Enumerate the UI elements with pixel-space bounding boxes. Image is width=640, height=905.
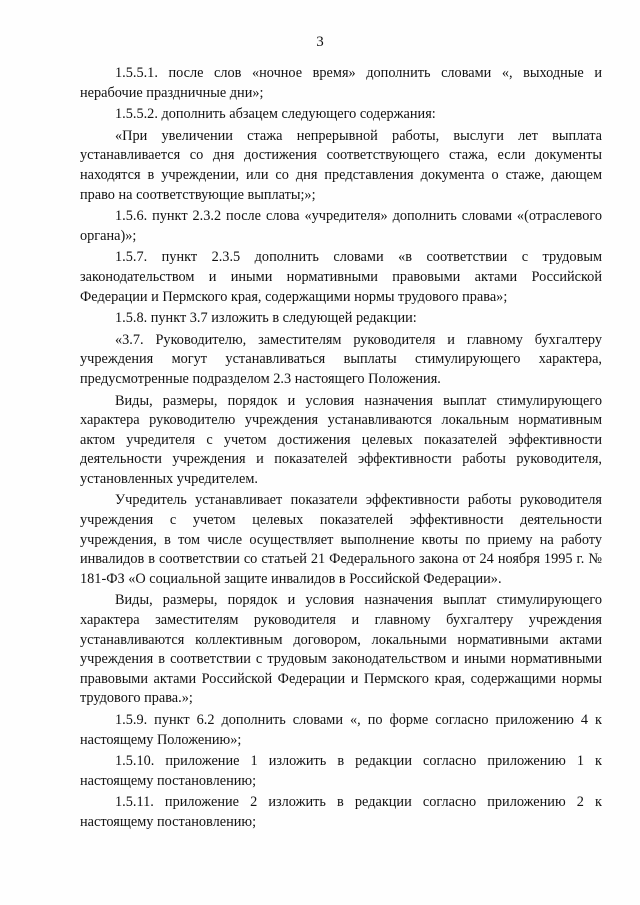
paragraph-1-5-11: 1.5.11. приложение 2 изложить в редакции согласно приложению 2 к настоящему постановлению; (80, 794, 602, 830)
paragraph-1-5-9: 1.5.9. пункт 6.2 дополнить словами «, по форме согласно приложению 4 к настоящему Положению»; (80, 712, 602, 748)
document-body (80, 64, 602, 835)
page-number: 3 (316, 34, 324, 50)
paragraph-3-7: «3.7. Руководителю, заместителям руководителя и главному бухгалтеру учреждения могут устанавливаться выплаты стимулирующего характера, предусмотренные подразделом 2.3 настоящего Положения. (80, 331, 602, 387)
paragraph-1-5-5-1: 1.5.5.1. после слов «ночное время» дополнить словами «, выходные и нерабочие праздничные дни»; (80, 65, 602, 101)
paragraph-1-5-7: 1.5.7. пункт 2.3.5 дополнить словами «в соответствии с трудовым законодательством и иными нормативными правовыми актами Российской Федерации и Пермского края, содержащими нормы трудового права»; (80, 249, 602, 305)
paragraph-vidy-zamestiteli: Виды, размеры, порядок и условия назначения выплат стимулирующего характера заместителям руководителя и главному бухгалтеру учреждения устанавливаются коллективным договором, локальными нормативными актами учреждения в соответствии с трудовым законодательством и иными нормативными правовыми актами Российской Федерации и Пермского края, содержащими нормы трудового права.»; (80, 592, 602, 707)
paragraph-quote-stazh: «При увеличении стажа непрерывной работы, выслуги лет выплата устанавливается со дня достижения соответствующего стажа, если документы находятся в учреждении, или со дня представления документа о стаже, дающем право на соответствующие выплаты;»; (80, 127, 602, 203)
paragraph-uchreditel: Учредитель устанавливает показатели эффективности работы руководителя учреждения с учетом целевых показателей эффективности деятельности учреждения, в том числе осуществляет выполнение квоты по приему на работу инвалидов в соответствии со статьей 21 Федерального закона от 24 ноября 1995 г. № 181-ФЗ «О социальной защите инвалидов в Российской Федерации». (80, 492, 602, 587)
paragraph-vidy-rukovoditel: Виды, размеры, порядок и условия назначения выплат стимулирующего характера руководителю учреждения устанавливаются локальным нормативным актом учредителя с учетом достижения целевых показателей эффективности деятельности учреждения и показателей эффективности работы руководителя, установленных учредителем. (80, 392, 602, 487)
paragraph-1-5-5-2: 1.5.5.2. дополнить абзацем следующего содержания: (115, 106, 436, 123)
paragraph-1-5-10: 1.5.10. приложение 1 изложить в редакции согласно приложению 1 к настоящему постановлению; (80, 753, 602, 789)
paragraph-1-5-8: 1.5.8. пункт 3.7 изложить в следующей редакции: (115, 310, 417, 327)
paragraph-1-5-6: 1.5.6. пункт 2.3.2 после слова «учредителя» дополнить словами «(отраслевого органа)»; (80, 208, 602, 244)
